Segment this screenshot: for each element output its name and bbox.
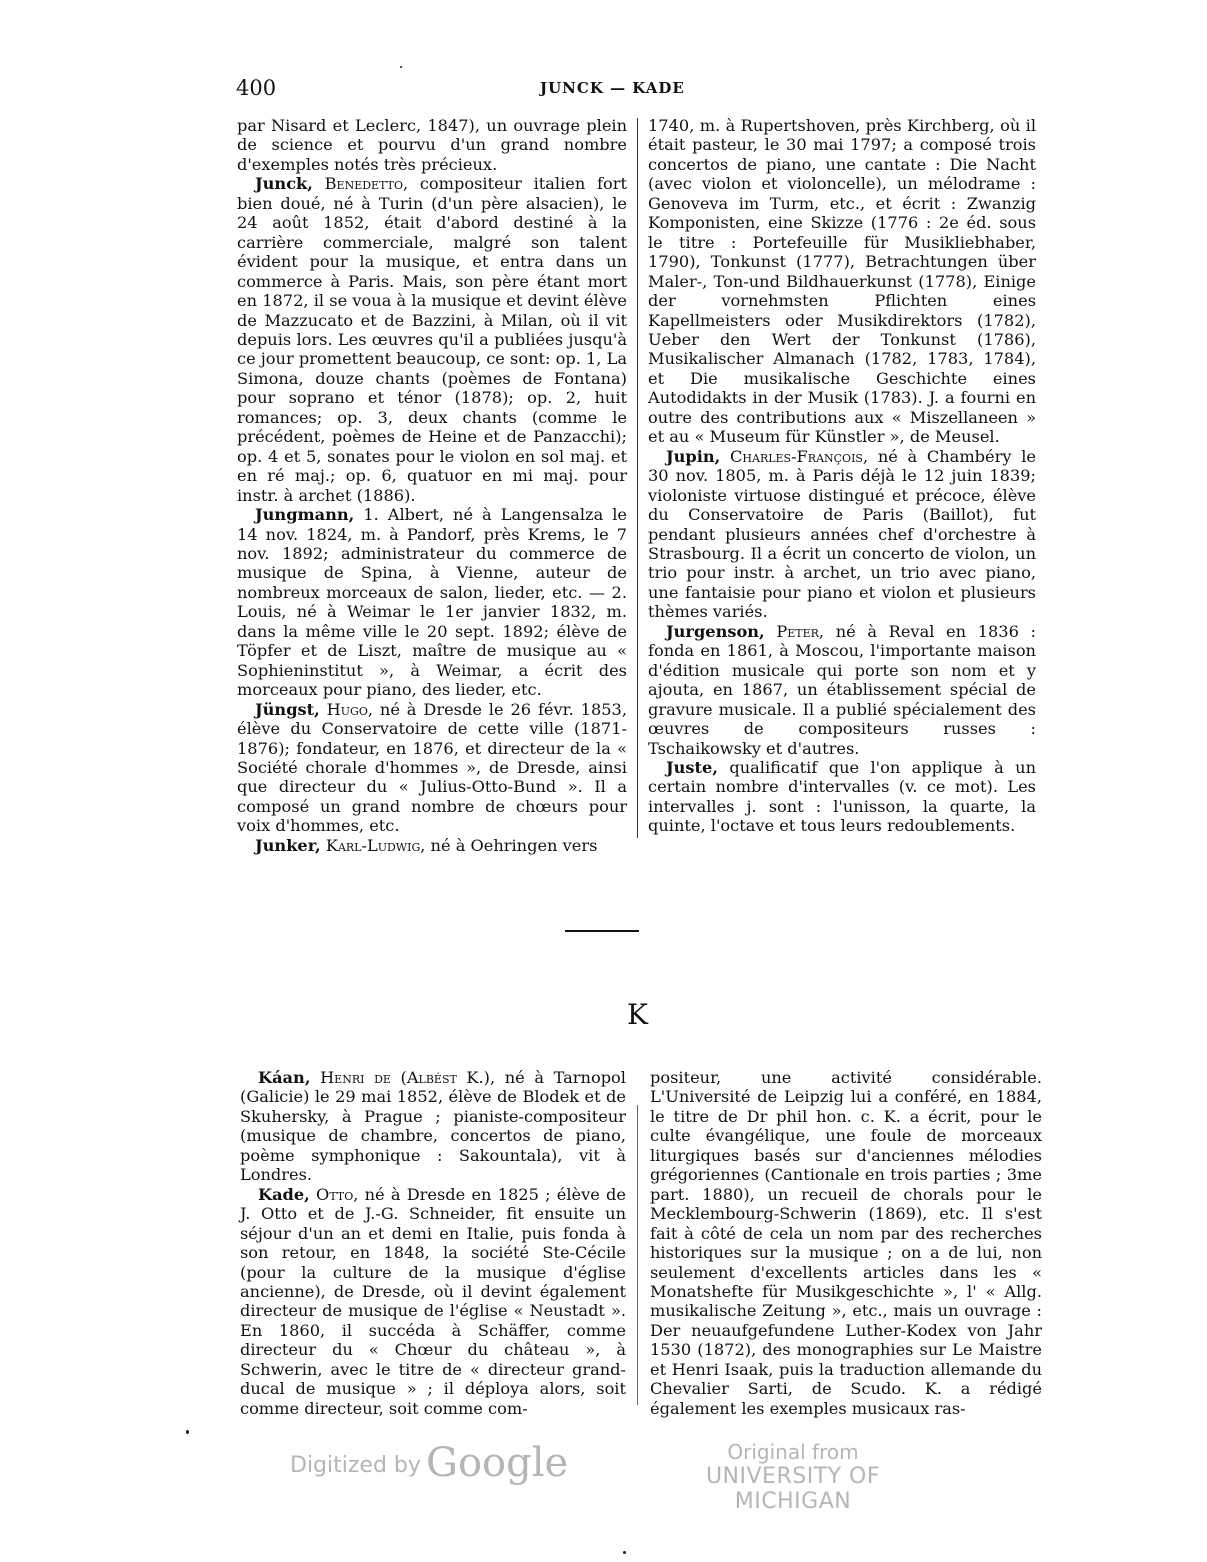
entry-junker xyxy=(237,836,627,855)
column-top-right xyxy=(648,116,1036,836)
entry-name: Otto, xyxy=(316,1184,359,1204)
scan-speck xyxy=(400,66,402,68)
scan-speck xyxy=(623,1551,626,1554)
watermark-original-line: Original from xyxy=(727,1440,859,1464)
section-letter: K xyxy=(627,998,648,1031)
entry-text: né à Dresde le 26 févr. 1853, élève du Conservatoire de cette ville (1871-1876); fondateur, en 1876, et directeur de la « Société chorale d'hommes », de Dresde, ainsi que directeur du « Julius-Otto-Bund ». Il a composé un grand nombre de chœurs pour voix d'hommes, etc. xyxy=(237,699,627,836)
entry-name: Charles-François, xyxy=(730,446,869,466)
entry-headword: Jungmann, xyxy=(255,505,355,525)
entry-jupin xyxy=(648,447,1036,622)
watermark-institution-line: UNIVERSITY OF MICHIGAN xyxy=(705,1464,881,1514)
entry-text: 1. Albert, né à Langensalza le 14 nov. 1824, m. à Pandorf, près Krems, le 7 nov. 1892; administrateur du commerce de musique de Spina, à Vienne, auteur de nombreux morceaux de salon, lieder, etc. — 2. Louis, né à Weimar le 1er janvier 1832, m. dans la même ville le 20 sept. 1892; élève de Töpfer et de Liszt, maître de musique au « Sophieninstitut », à Weimar, a écrit des morceaux pour piano, des lieder, etc. xyxy=(237,505,627,700)
entry-text: né à Tarnopol (Galicie) le 29 mai 1852, élève de Blodek et de Skuhersky, à Prague ; pianiste-compositeur (musique de chambre, concertos de piano, poème symphonique : Sakountala), vit à Londres. xyxy=(240,1068,626,1185)
entry-juste xyxy=(648,758,1036,836)
entry-headword: Káan, xyxy=(258,1068,311,1087)
column-top-left xyxy=(237,116,627,855)
entry-continuation xyxy=(650,1068,1042,1418)
watermark-brand: Google xyxy=(426,1440,569,1486)
entry-continuation xyxy=(237,116,627,174)
column-bottom-right xyxy=(650,1068,1042,1418)
watermark-prefix: Digitized by xyxy=(290,1453,421,1478)
entry-name: Peter, xyxy=(776,621,825,641)
entry-headword: Junker, xyxy=(255,835,321,855)
entry-text: compositeur italien fort bien doué, né à Turin (d'un père alsacien), le 24 août 1852, était d'abord destiné à la carrière commerciale, malgré son talent évident pour la musique, et entra dans un commerce à Paris. Mais, son père étant mort en 1872, il se voua à la musique et devint élève de Mazzucato et de Bazzini, à Milan, où il vit depuis lors. Les œuvres qu'il a publiées jusqu'à ce jour promettent beaucoup, ce sont: op. 1, La Simona, douze chants (poèmes de Fontana) pour soprano et ténor (1878); op. 2, huit romances; op. 3, deux chants (comme le précédent, poèmes de Heine et de Panzacchi); op. 4 et 5, sonates pour le violon en sol maj. et en ré maj.; op. 6, quatuor en mi maj. pour instr. à archet (1886). xyxy=(237,174,627,505)
entry-name: Hugo, xyxy=(326,699,373,719)
column-bottom-left xyxy=(240,1068,626,1418)
entry-text: qualificatif que l'on applique à un certain nombre d'intervalles (v. ce mot). Les intervalles j. sont : l'unisson, la quarte, la quinte, l'octave et tous leurs redoublements. xyxy=(648,757,1036,836)
entry-text: né à Dresde en 1825 ; élève de J. Otto et de J.-G. Schneider, fit ensuite un séjour d'un an et demi en Italie, puis fonda à son retour, en 1848, la société Ste-Cécile (pour la culture de la musique d'église ancienne), de Dresde, où il devint également directeur de musique de l'église « Neustadt ». En 1860, il succéda à Schäffer, comme directeur du « Chœur du château », à Schwerin, avec le titre de « directeur grand-ducal de musique » ; il déploya alors, soit comme directeur, soit comme com- xyxy=(240,1184,626,1418)
page-number: 400 xyxy=(236,76,277,100)
column-divider xyxy=(637,118,638,838)
entry-headword: Jupin, xyxy=(666,446,721,466)
running-head: JUNCK — KADE xyxy=(540,79,685,97)
entry-jungst xyxy=(237,700,627,836)
entry-text: né à Oehringen vers xyxy=(430,835,598,855)
entry-text: 1740, m. à Rupertshoven, près Kirchberg, où il était pasteur, le 30 mai 1797; a composé trois concertos de piano, une cantate : Die Nacht (avec violon et violoncelle), un mélodrame : Genoveva im Turm, etc., et écrit : Zwanzig Komponisten, eine Skizze (1776 : 2e éd. sous le titre : Portefeuille für Musikliebhaber, 1790), Tonkunst (1777), Betrachtungen über Maler-, Ton-und Bildhauerkunst (1778), Einige der vornehmsten Pflichten eines Kapellmeisters oder Musikdirektors (1782), Ueber den Wert der Tonkunst (1786), Musikalischer Almanach (1782, 1783, 1784), et Die musikalische Geschichte eines Autodidakts in der Musik (1783). J. a fourni en outre des contributions aux « Miszellaneen » et au « Museum für Künstler », de Meusel. xyxy=(648,116,1036,447)
entry-jurgenson xyxy=(648,622,1036,758)
entry-text: né à Reval en 1836 : fonda en 1861, à Moscou, l'importante maison d'édition musicale qui porte son nom et y ajouta, en 1867, un établissement spécial de gravure musicale. Il a publié spécialement des œuvres de compositeurs russes : Tschaikowsky et d'autres. xyxy=(648,621,1036,758)
entry-jungmann xyxy=(237,505,627,700)
entry-headword: Junck, xyxy=(255,174,313,194)
entry-name: Karl-Ludwig, xyxy=(325,835,426,855)
entry-junck xyxy=(237,174,627,505)
entry-name: Henri de (Albést K.), xyxy=(320,1068,496,1087)
entry-headword: Juste, xyxy=(666,757,718,777)
entry-name: Benedetto, xyxy=(324,174,409,194)
original-from-watermark xyxy=(668,1440,918,1514)
entry-headword: Jüngst, xyxy=(255,699,320,719)
entry-text: par Nisard et Leclerc, 1847), un ouvrage plein de science et pourvu d'un grand nombre d'exemples notés très précieux. xyxy=(237,116,627,174)
entry-headword: Jurgenson, xyxy=(666,621,765,641)
scan-speck xyxy=(186,1430,189,1434)
digitized-by-watermark xyxy=(290,1440,568,1486)
entry-text: positeur, une activité considérable. L'Université de Leipzig lui a conféré, en 1884, le titre de Dr phil hon. c. K. a écrit, pour le culte évangélique, une foule de morceaux liturgiques basés sur d'anciennes mélodies grégoriennes (Cantionale en trois parties ; 3me part. 1880), un recueil de chorals pour le Mecklembourg-Schwerin (1869), etc. Il s'est fait à côté de cela un nom par des recherches historiques sur la musique ; on a de lui, non seulement d'excellents articles dans les « Monatshefte für Musikgeschichte », l' « Allg. musikalische Zeitung », etc., mais un ouvrage : Der neuaufgefundene Luther-Kodex von Jahr 1530 (1872), des monographies sur Le Maistre et Henri Isaak, puis la traduction allemande du Chevalier Sarti, de Scudo. K. a rédigé également les exemples musicaux ras- xyxy=(650,1068,1042,1418)
entry-kade xyxy=(240,1185,626,1418)
entry-text: né à Chambéry le 30 nov. 1805, m. à Paris déjà le 12 juin 1839; violoniste virtuose distingué et précoce, élève du Conservatoire de Paris (Baillot), fut pendant plusieurs années chef d'orchestre à Strasbourg. Il a écrit un concerto de violon, un trio pour instr. à archet, un trio avec piano, une fantaisie pour piano et violon et plusieurs thèmes variés. xyxy=(648,446,1036,622)
section-divider xyxy=(565,930,639,932)
column-divider xyxy=(637,1105,638,1405)
entry-headword: Kade, xyxy=(258,1184,310,1204)
entry-continuation xyxy=(648,116,1036,447)
entry-kaan xyxy=(240,1068,626,1185)
